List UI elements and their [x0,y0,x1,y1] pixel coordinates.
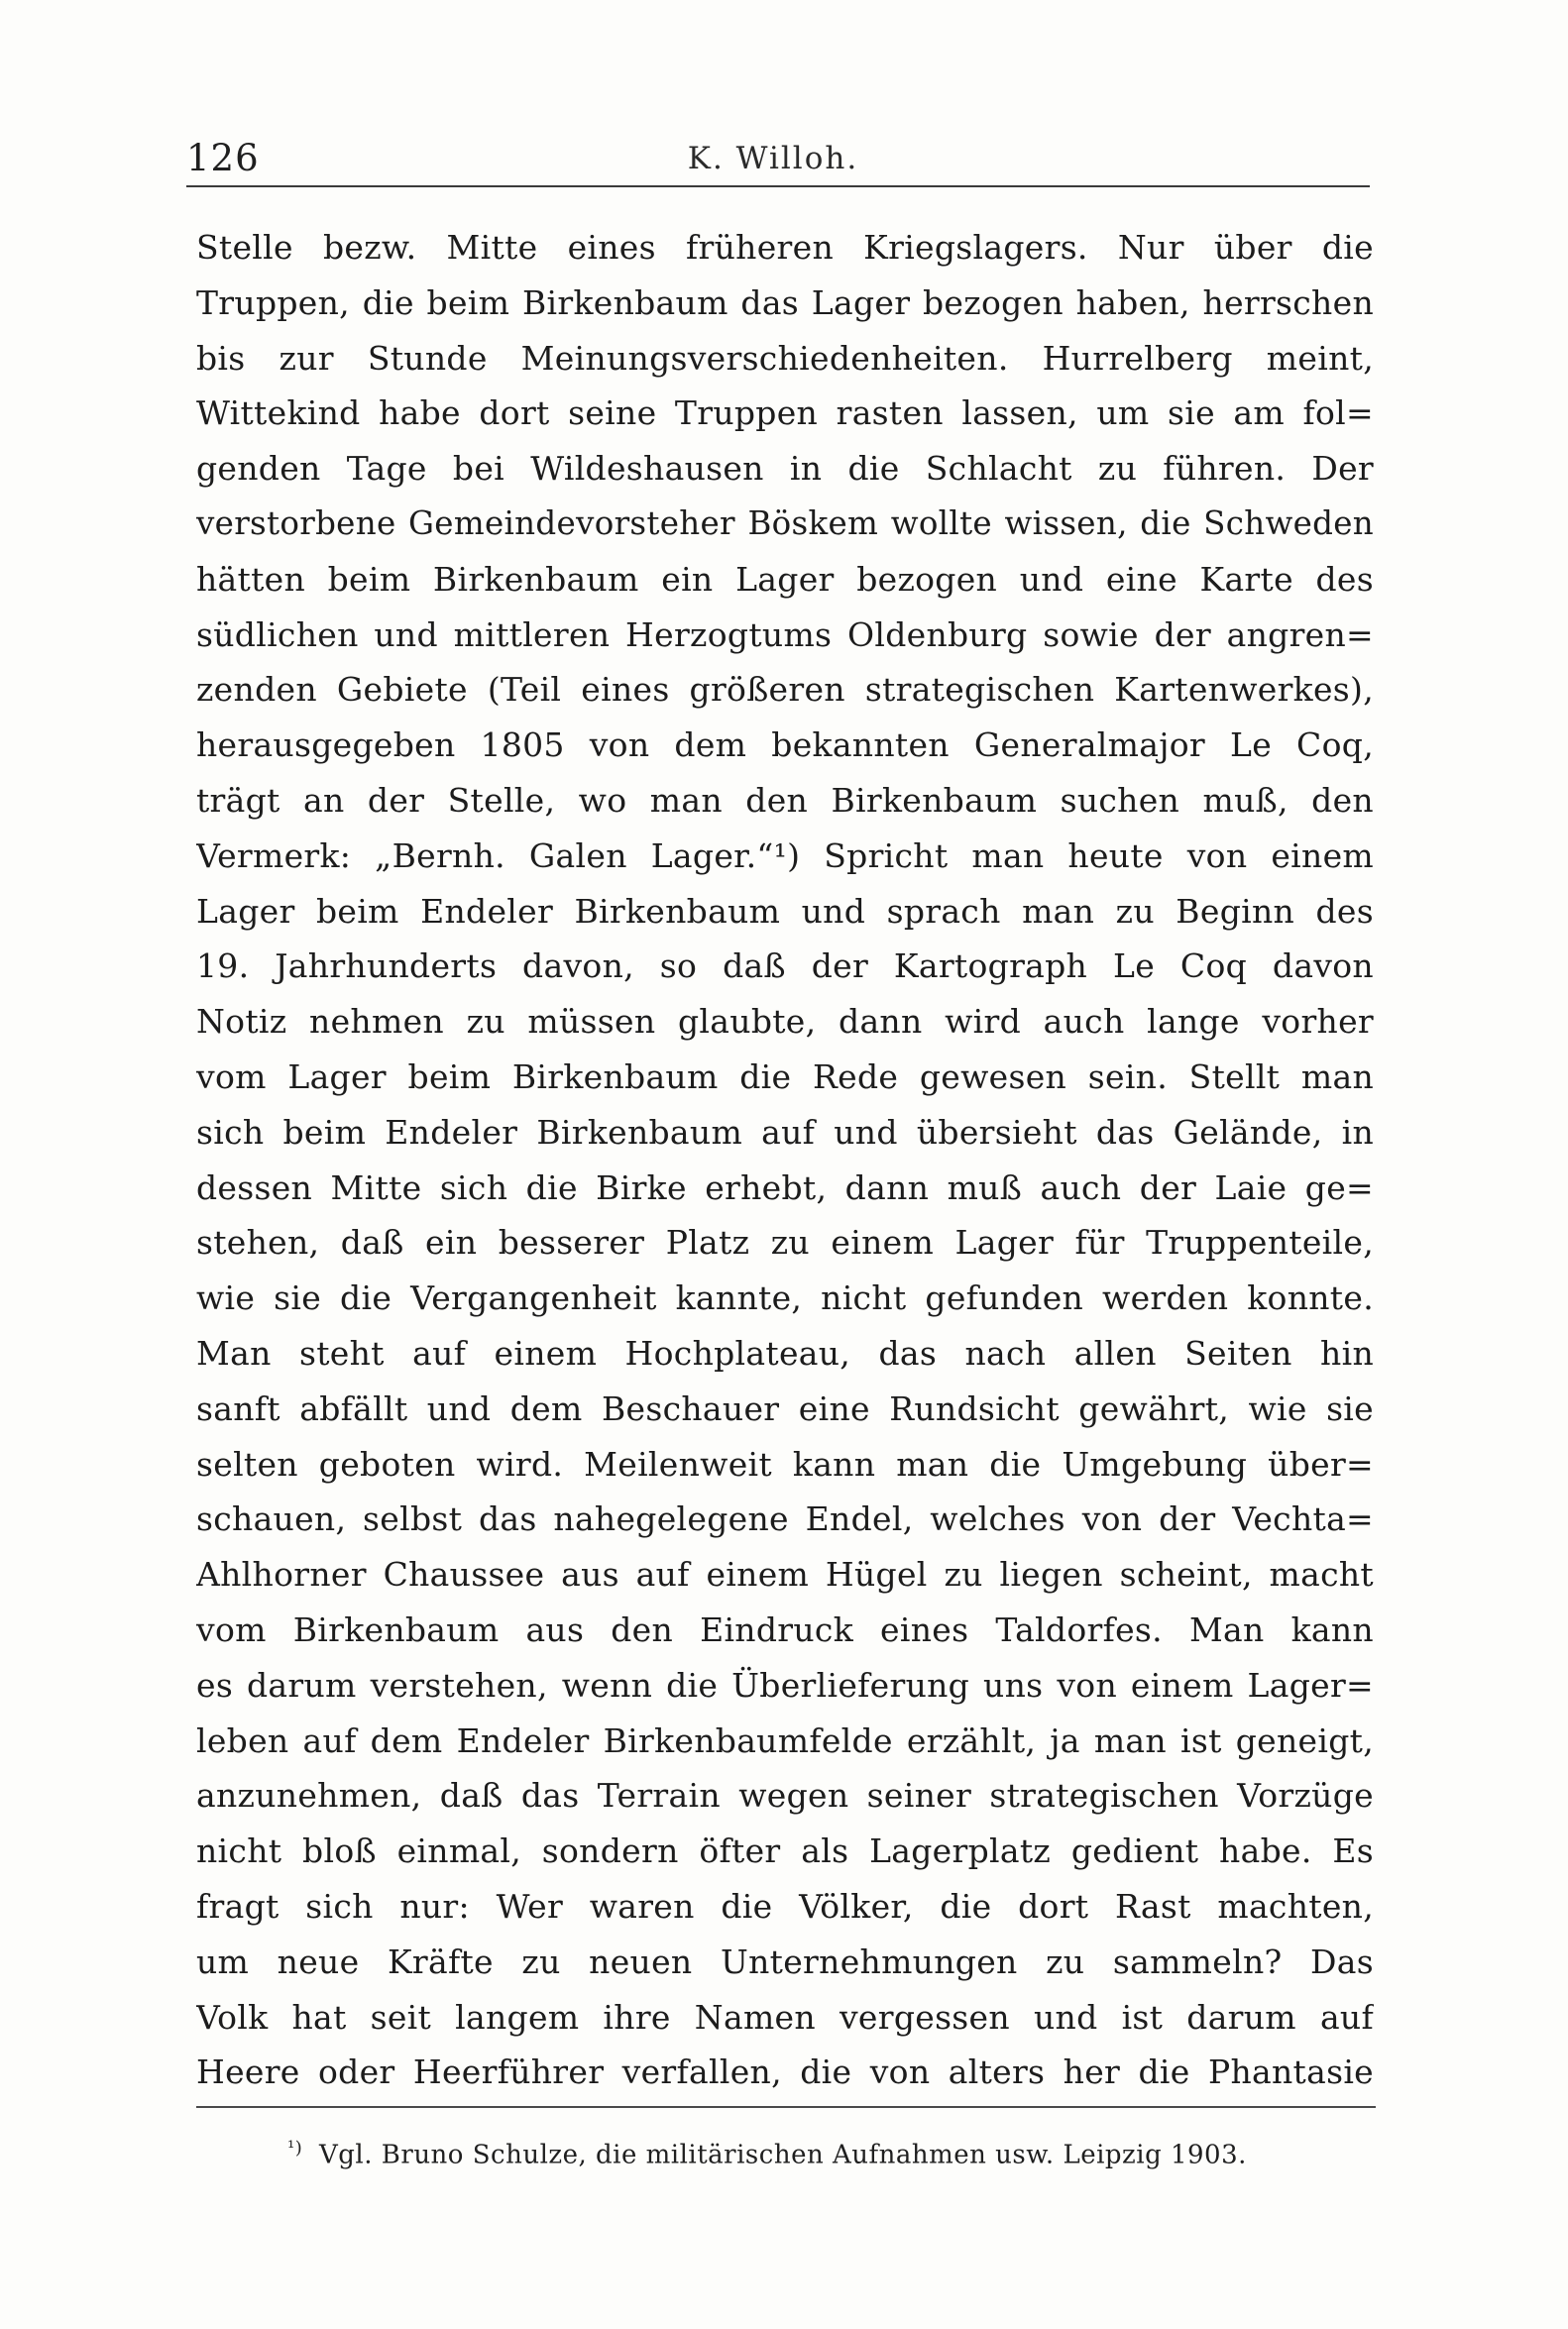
text-line: anzunehmen, daß das Terrain wegen seiner strategischen Vorzüge [196,1776,1374,1816]
text-line: Ahlhorner Chaussee aus auf einem Hügel zu liegen scheint, macht [196,1555,1374,1595]
text-line: Notiz nehmen zu müssen glaubte, dann wird auch lange vorher [196,1002,1374,1042]
text-line: hätten beim Birkenbaum ein Lager bezogen und eine Karte des [196,559,1374,599]
text-line: trägt an der Stelle, wo man den Birkenbaum suchen muß, den [196,780,1374,820]
text-line: Volk hat seit langem ihre Namen vergessen und ist darum auf [196,1997,1374,2037]
text-line: um neue Kräfte zu neuen Unternehmungen zu sammeln? Das [196,1941,1374,1981]
text-line: Truppen, die beim Birkenbaum das Lager bezogen haben, herrschen [196,282,1374,322]
text-line: genden Tage bei Wildeshausen in die Schlacht zu führen. Der [196,449,1374,489]
page-header [168,137,1378,186]
body-text [196,220,1374,2100]
text-line: schauen, selbst das nahegelegene Endel, welches von der Vechta= [196,1499,1374,1539]
text-line: südlichen und mittleren Herzogtums Oldenburg sowie der angren= [196,614,1374,654]
text-line: Vermerk: „Bernh. Galen Lager.“¹) Spricht man heute von einem [196,835,1374,875]
text-line: sanft abfällt und dem Beschauer eine Rundsicht gewährt, wie sie [196,1388,1374,1428]
text-line: Man steht auf einem Hochplateau, das nach allen Seiten hin [196,1333,1374,1373]
text-line: leben auf dem Endeler Birkenbaumfelde erzählt, ja man ist geneigt, [196,1720,1374,1760]
text-line: es darum verstehen, wenn die Überlieferung uns von einem Lager= [196,1665,1374,1705]
footnote-mark: ¹) [287,2138,303,2159]
footnote-rule [196,2106,1376,2108]
text-line: wie sie die Vergangenheit kannte, nicht gefunden werden konnte. [196,1278,1374,1318]
text-line: vom Birkenbaum aus den Eindruck eines Taldorfes. Man kann [196,1609,1374,1649]
text-line: 19. Jahrhunderts davon, so daß der Kartograph Le Coq davon [196,946,1374,986]
text-line: selten geboten wird. Meilenweit kann man die Umgebung über= [196,1444,1374,1484]
header-rule [186,185,1370,187]
text-line: herausgegeben 1805 von dem bekannten Generalmajor Le Coq, [196,725,1374,765]
footnote [287,2129,1378,2175]
text-line: stehen, daß ein besserer Platz zu einem Lager für Truppenteile, [196,1223,1374,1263]
text-line: fragt sich nur: Wer waren die Völker, die dort Rast machten, [196,1886,1374,1926]
text-line: verstorbene Gemeindevorsteher Böskem wollte wissen, die Schweden [196,503,1374,542]
text-line: dessen Mitte sich die Birke erhebt, dann muß auch der Laie ge= [196,1167,1374,1207]
text-line: Stelle bezw. Mitte eines früheren Kriegslagers. Nur über die [196,228,1374,267]
page-number: 126 [186,137,260,179]
text-line: nicht bloß einmal, sondern öfter als Lagerplatz gedient habe. Es [196,1831,1374,1871]
text-line: zenden Gebiete (Teil eines größeren strategischen Kartenwerkes), [196,670,1374,710]
footnote-text: Vgl. Bruno Schulze, die militärischen Aufnahmen usw. Leipzig 1903. [319,2140,1247,2170]
text-line: bis zur Stunde Meinungsverschiedenheiten. Hurrelberg meint, [196,338,1374,378]
text-line: Heere oder Heerführer verfallen, die von alters her die Phantasie [196,2052,1374,2092]
running-title: K. Willoh. [687,141,859,176]
text-line: vom Lager beim Birkenbaum die Rede gewesen sein. Stellt man [196,1056,1374,1096]
text-line: sich beim Endeler Birkenbaum auf und übersieht das Gelände, in [196,1112,1374,1152]
text-line: Lager beim Endeler Birkenbaum und sprach man zu Beginn des [196,891,1374,931]
text-line: Wittekind habe dort seine Truppen rasten lassen, um sie am fol= [196,393,1374,433]
